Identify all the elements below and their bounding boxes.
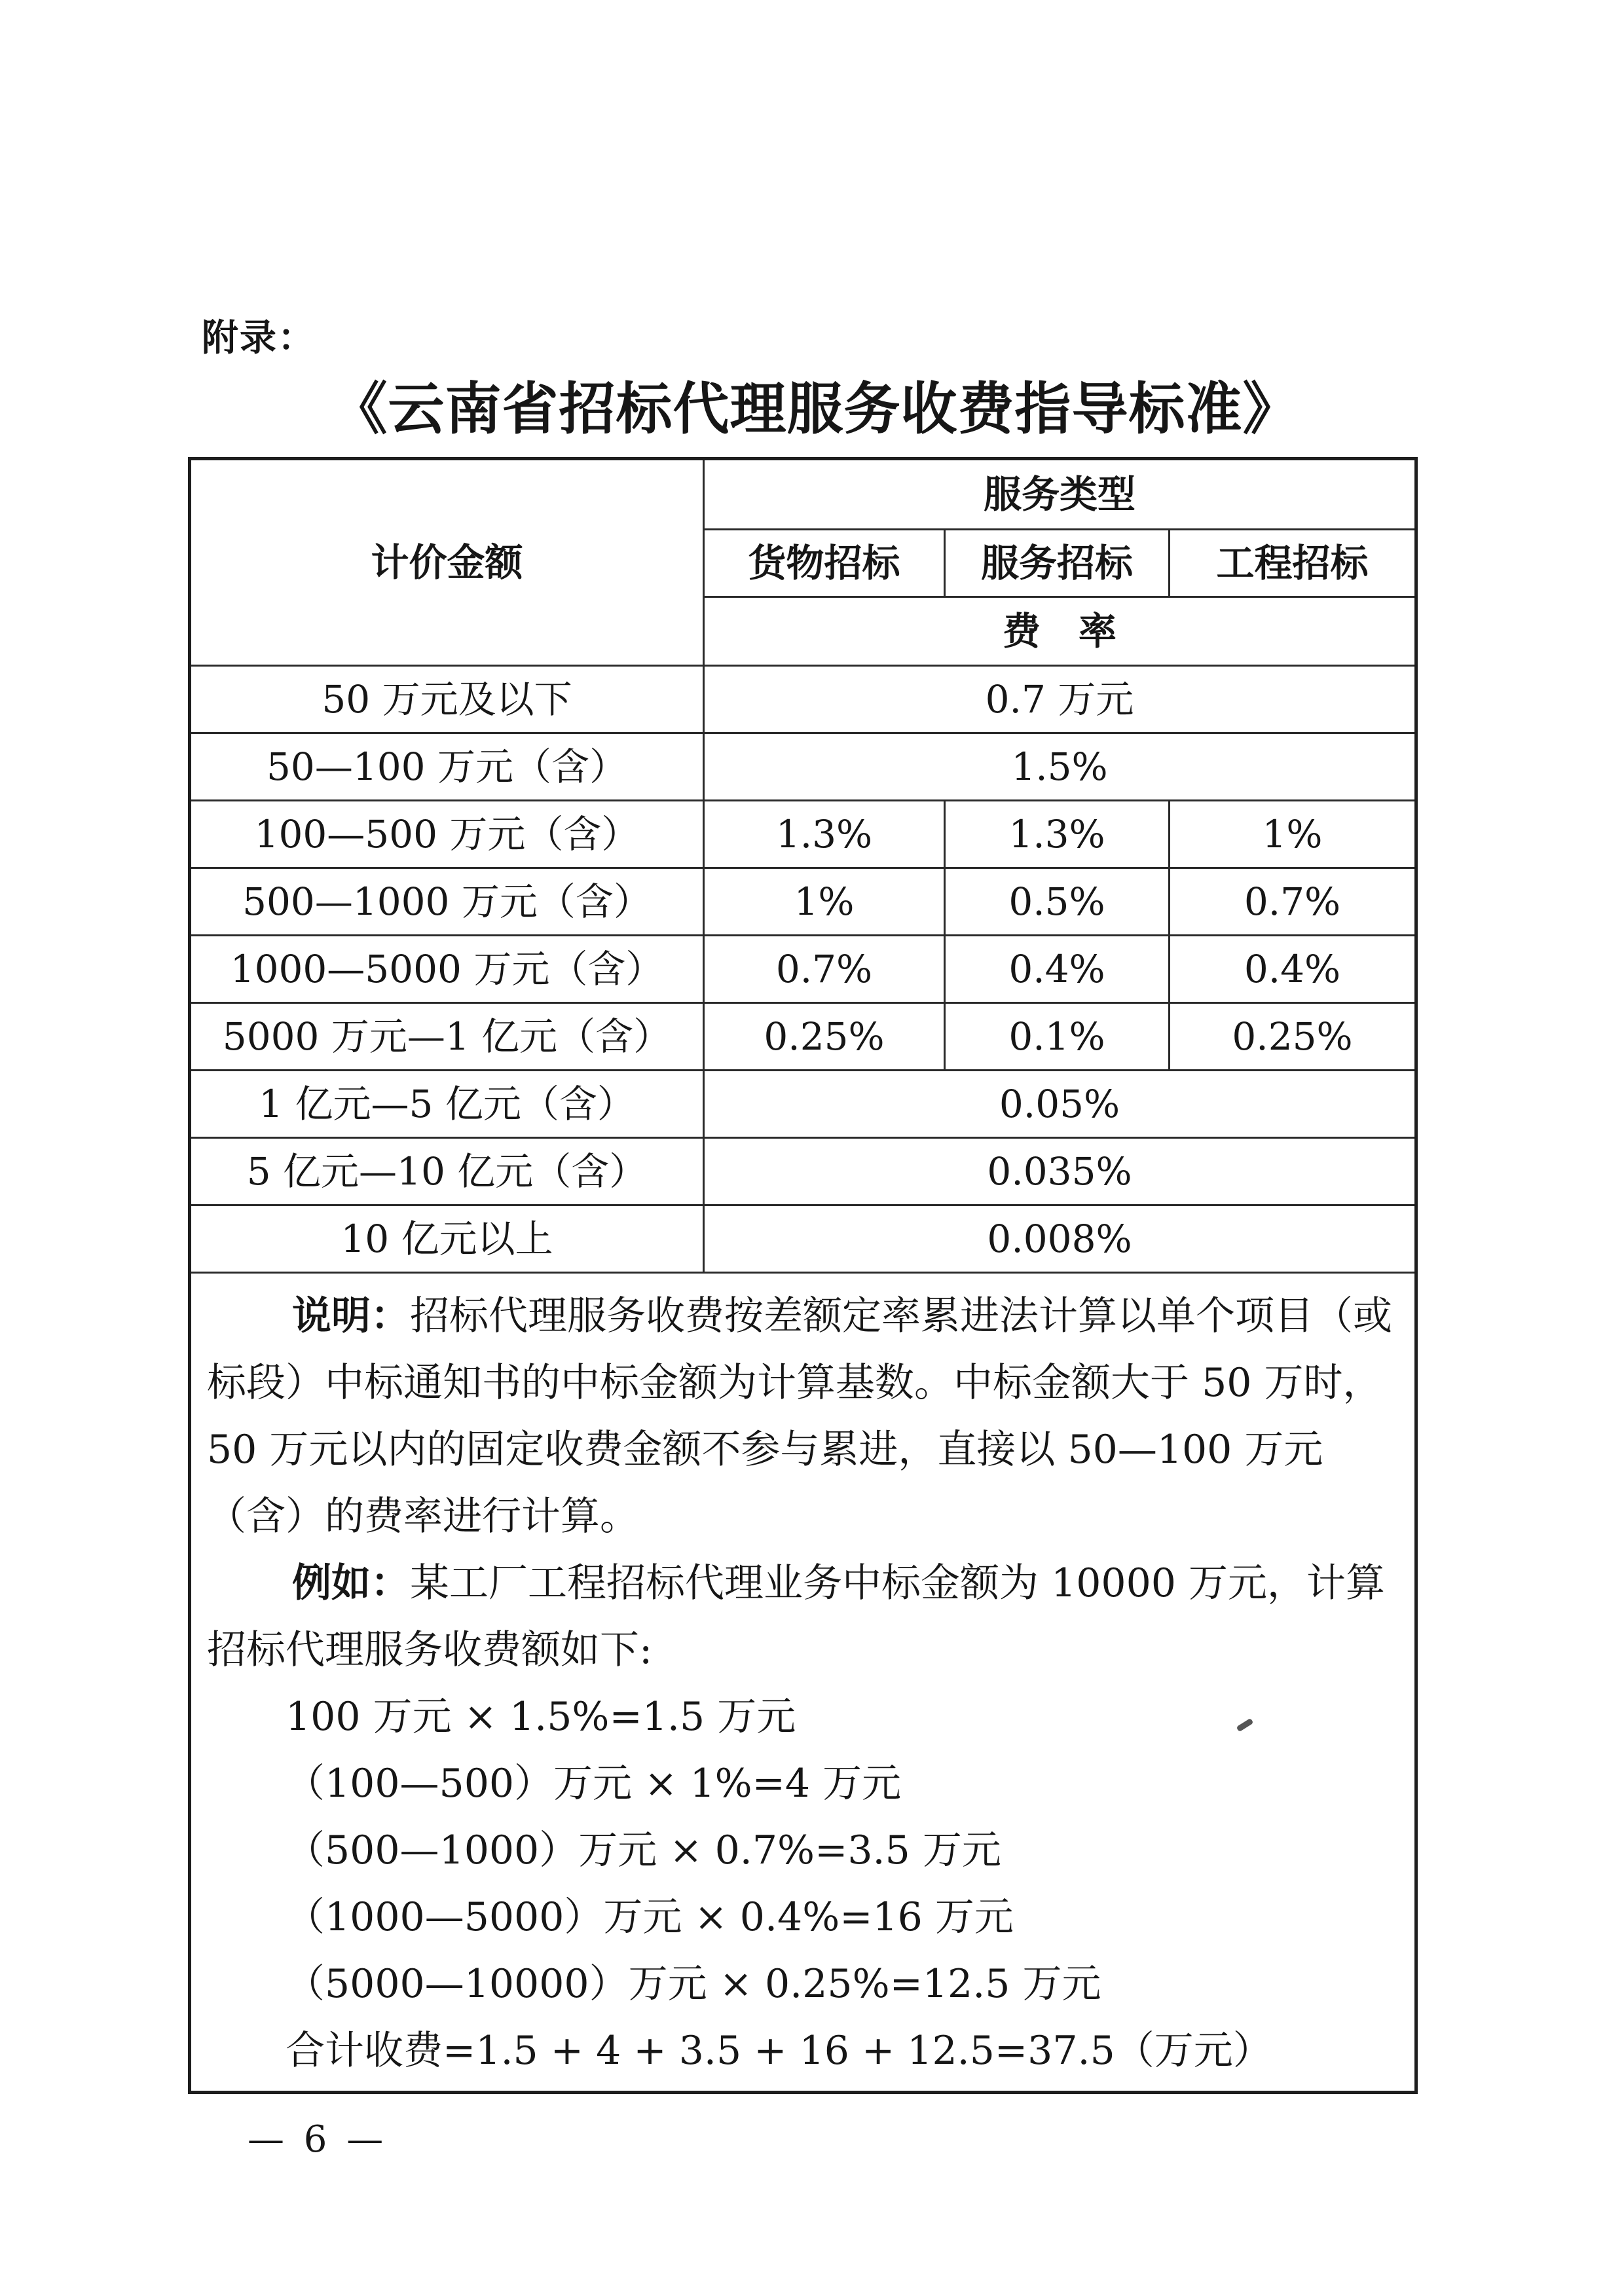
rate-services: 0.4% — [945, 936, 1170, 1003]
row-amount: 500—1000 万元（含） — [190, 868, 704, 936]
rate-goods: 0.7% — [704, 936, 945, 1003]
rate-goods: 1% — [704, 868, 945, 936]
rate-engineering: 1% — [1170, 801, 1416, 868]
header-goods: 货物招标 — [704, 530, 945, 597]
table-row — [190, 1003, 1416, 1071]
header-rate: 费 率 — [704, 597, 1416, 666]
explain-text: 招标代理服务收费按差额定率累进法计算以单个项目（或标段）中标通知书的中标金额为计算基数。中标金额大于 50 万时，50 万元以内的固定收费金额不参与累进，直接以 50—100 万元（含）的费率进行计算。 — [207, 1293, 1392, 1539]
page-number: — 6 — — [248, 2118, 388, 2161]
appendix-label: 附录： — [202, 317, 316, 359]
table-row — [190, 1205, 1416, 1273]
table-row — [190, 1138, 1416, 1205]
calc-total: 合计收费=1.5 + 4 + 3.5 + 16 + 12.5=37.5（万元） — [286, 2028, 1272, 2074]
calc-line: （500—1000）万元 × 0.7%=3.5 万元 — [286, 1827, 1001, 1873]
note-row — [190, 1273, 1416, 2093]
rate-engineering: 0.4% — [1170, 936, 1416, 1003]
rate-merged: 0.7 万元 — [704, 666, 1416, 733]
explain-paragraph — [207, 1283, 1399, 1550]
table-row — [190, 936, 1416, 1003]
header-service-type: 服务类型 — [704, 459, 1416, 530]
row-amount: 10 亿元以上 — [190, 1205, 704, 1273]
row-amount: 50—100 万元（含） — [190, 733, 704, 801]
note — [207, 1283, 1399, 2084]
calc-line: 100 万元 × 1.5%=1.5 万元 — [286, 1694, 796, 1740]
rate-merged: 0.05% — [704, 1071, 1416, 1138]
table-row — [190, 733, 1416, 801]
example-paragraph — [207, 1550, 1399, 1683]
rate-services: 0.5% — [945, 868, 1170, 936]
table-row — [190, 868, 1416, 936]
table-row — [190, 666, 1416, 733]
row-amount: 1 亿元—5 亿元（含） — [190, 1071, 704, 1138]
header-amount: 计价金额 — [190, 459, 704, 666]
row-amount: 50 万元及以下 — [190, 666, 704, 733]
document-title: 《云南省招标代理服务收费指导标准》 — [331, 376, 1300, 442]
note-cell — [190, 1273, 1416, 2093]
example-label: 例如： — [292, 1560, 410, 1606]
rate-services: 0.1% — [945, 1003, 1170, 1071]
rate-merged: 1.5% — [704, 733, 1416, 801]
header-engineering: 工程招标 — [1170, 530, 1416, 597]
rate-merged: 0.035% — [704, 1138, 1416, 1205]
table-row — [190, 1071, 1416, 1138]
calc-line: （100—500）万元 × 1%=4 万元 — [286, 1761, 902, 1807]
row-amount: 100—500 万元（含） — [190, 801, 704, 868]
row-amount: 5000 万元—1 亿元（含） — [190, 1003, 704, 1071]
rate-goods: 1.3% — [704, 801, 945, 868]
calc-line: （5000—10000）万元 × 0.25%=12.5 万元 — [286, 1961, 1101, 2007]
example-text: 某工厂工程招标代理业务中标金额为 10000 万元，计算招标代理服务收费额如下: — [207, 1560, 1386, 1673]
rate-services: 1.3% — [945, 801, 1170, 868]
calc-line: （1000—5000）万元 × 0.4%=16 万元 — [286, 1894, 1014, 1940]
explain-label: 说明： — [292, 1293, 410, 1339]
rate-merged: 0.008% — [704, 1205, 1416, 1273]
row-amount: 5 亿元—10 亿元（含） — [190, 1138, 704, 1205]
table-row — [190, 801, 1416, 868]
row-amount: 1000—5000 万元（含） — [190, 936, 704, 1003]
rate-goods: 0.25% — [704, 1003, 945, 1071]
fee-table — [188, 457, 1418, 2094]
rate-engineering: 0.25% — [1170, 1003, 1416, 1071]
header-services: 服务招标 — [945, 530, 1170, 597]
rate-engineering: 0.7% — [1170, 868, 1416, 936]
